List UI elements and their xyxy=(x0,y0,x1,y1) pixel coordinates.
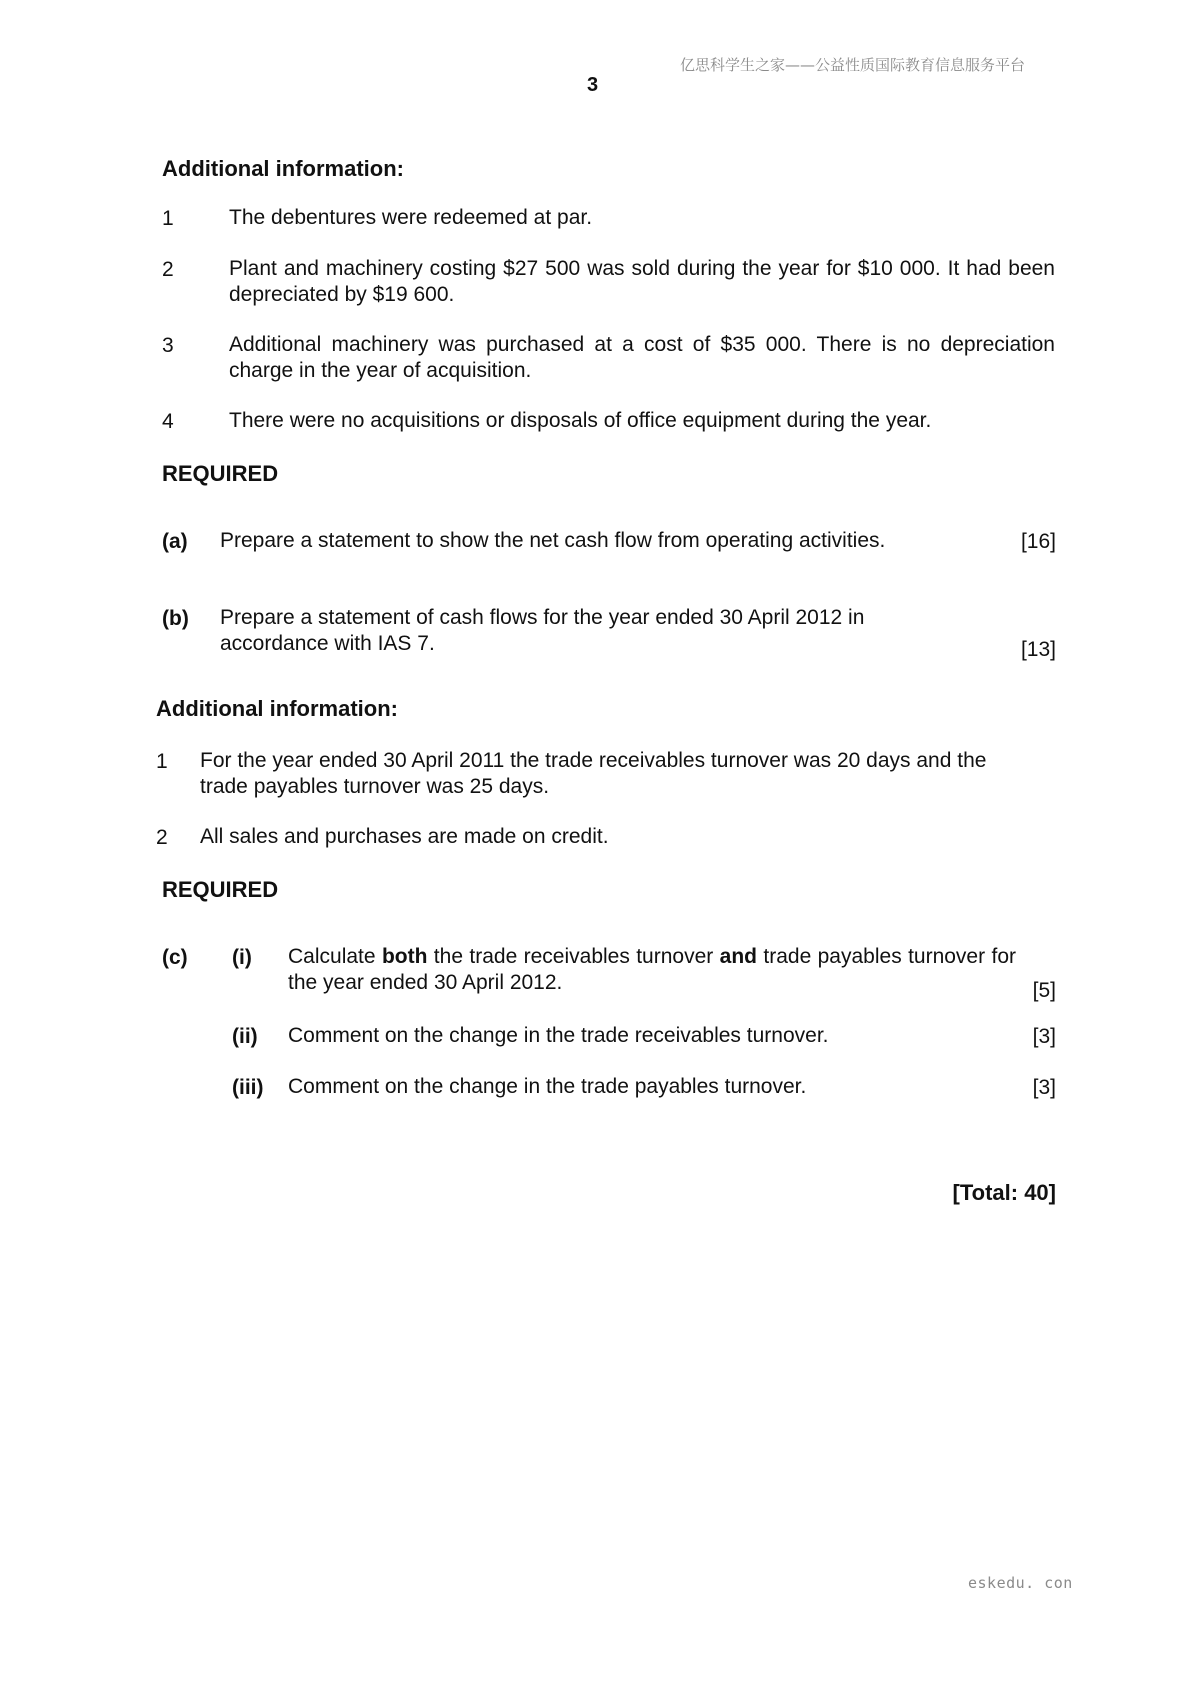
question-text-a: Prepare a statement to show the net cash flow from operating activities. xyxy=(220,529,886,552)
emphasis-and: and xyxy=(719,945,757,968)
info-item-number: 4 xyxy=(162,410,174,433)
marks-a: [16] xyxy=(1020,530,1056,553)
question-label-c: (c) xyxy=(162,946,188,969)
info-item-number: 2 xyxy=(156,826,168,849)
marks-c-i: [5] xyxy=(1032,979,1056,1002)
emphasis-both: both xyxy=(381,945,428,968)
header-watermark: 亿思科学生之家——公益性质国际教育信息服务平台 xyxy=(680,56,1026,74)
question-label-c-iii: (iii) xyxy=(232,1076,264,1099)
info-item-text: The debentures were redeemed at par. xyxy=(229,206,593,229)
total-marks: [Total: 40] xyxy=(952,1180,1056,1205)
additional-info-heading-1: Additional information: xyxy=(162,156,404,181)
required-heading-1: REQUIRED xyxy=(162,461,279,486)
marks-c-ii: [3] xyxy=(1032,1025,1056,1048)
question-text-b: Prepare a statement of cash flows for the year ended 30 April 2012 in accordance with IAS 7. xyxy=(220,606,865,655)
marks-c-iii: [3] xyxy=(1032,1076,1056,1099)
required-heading-2: REQUIRED xyxy=(162,877,279,902)
question-text-c-i-post: trade payables turnover for the year ended 30 April 2012. xyxy=(288,945,1016,994)
question-text-c-i xyxy=(288,944,1016,996)
info-item-text: All sales and purchases are made on credit. xyxy=(200,825,609,848)
info-item-text: Additional machinery was purchased at a cost of $35 000. There is no depreciation charge in the year of acquisition. xyxy=(229,333,1055,382)
info-item-text: For the year ended 30 April 2011 the trade receivables turnover was 20 days and the trade payables turnover was 25 days. xyxy=(200,749,987,798)
marks-b: [13] xyxy=(1020,638,1056,661)
info-item-number: 1 xyxy=(156,750,168,773)
info-item-text: Plant and machinery costing $27 500 was sold during the year for $10 000. It had been depreciated by $19 600. xyxy=(229,257,1055,306)
question-text-c-ii: Comment on the change in the trade receivables turnover. xyxy=(288,1024,829,1047)
footer-watermark: eskedu. con xyxy=(968,1574,1073,1592)
question-text-c-i-mid: the trade receivables turnover xyxy=(427,945,720,968)
additional-info-heading-2: Additional information: xyxy=(156,696,398,721)
question-label-b: (b) xyxy=(162,607,189,630)
info-item-number: 2 xyxy=(162,258,174,281)
page-number: 3 xyxy=(587,74,599,96)
info-item-number: 3 xyxy=(162,334,174,357)
question-text-c-iii: Comment on the change in the trade payables turnover. xyxy=(288,1075,807,1098)
info-item-text: There were no acquisitions or disposals of office equipment during the year. xyxy=(229,409,932,432)
question-label-c-ii: (ii) xyxy=(232,1025,258,1048)
question-label-a: (a) xyxy=(162,530,188,553)
question-text-c-i-pre: Calculate xyxy=(288,945,382,968)
question-label-c-i: (i) xyxy=(232,946,252,969)
info-item-number: 1 xyxy=(162,207,174,230)
